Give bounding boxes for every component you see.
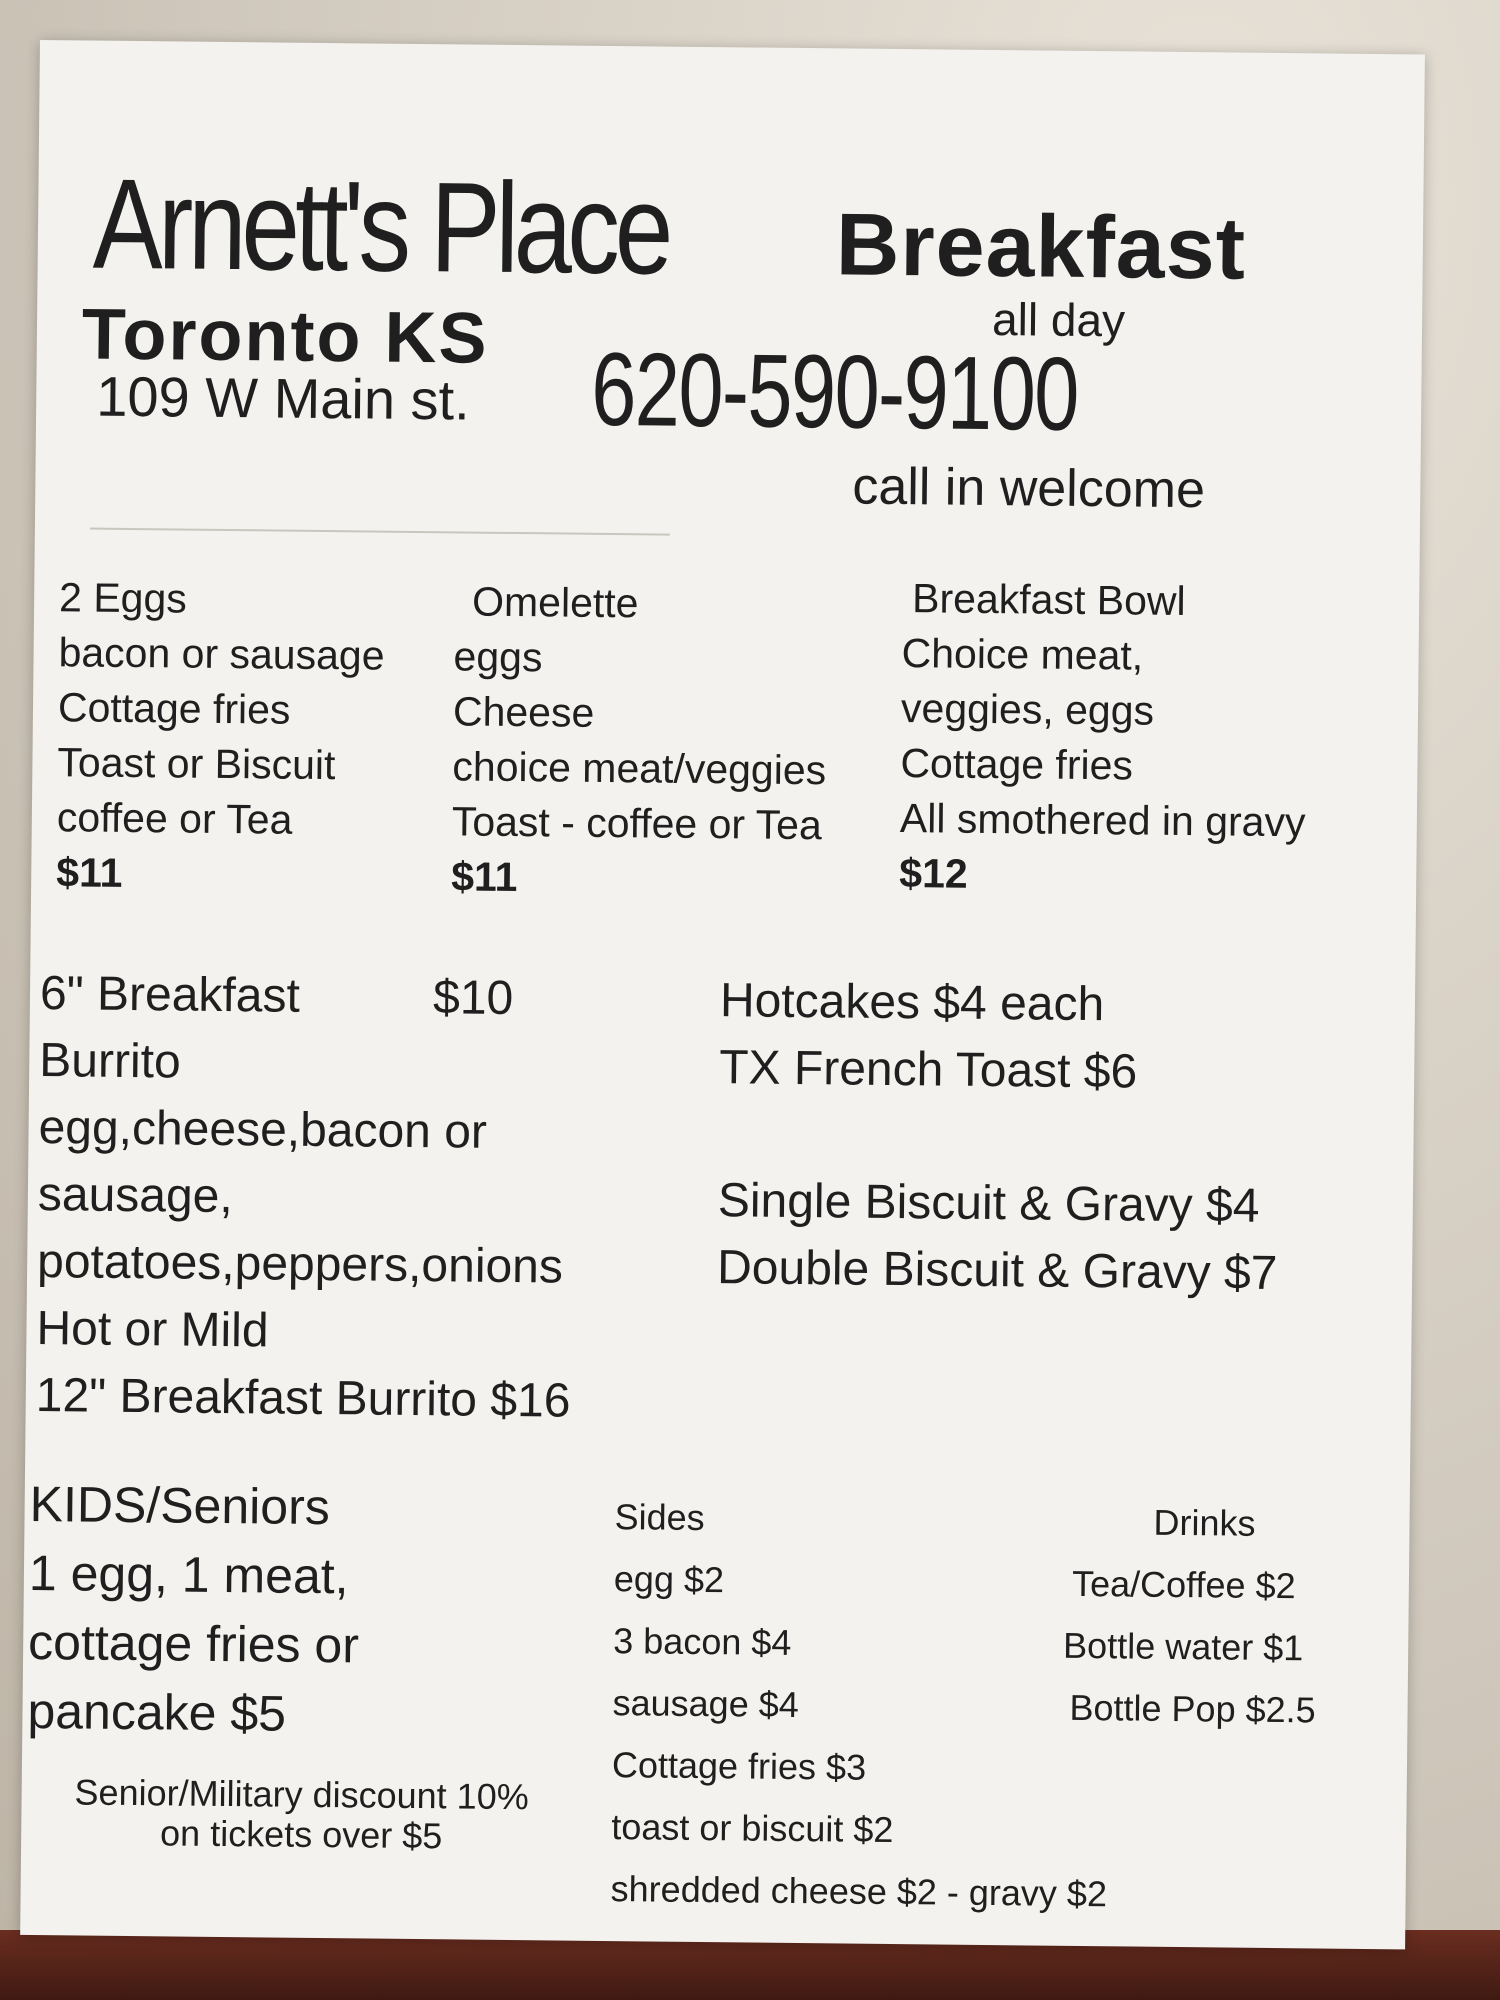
burrito-title: 6" Breakfast [39,967,301,1023]
menu-line: Toast - coffee or Tea [451,798,823,849]
menu-line: 2 Eggs [58,574,188,622]
menu-line: eggs [453,633,543,681]
discount-line: Senior/Military discount 10% [74,1771,529,1818]
discount-note [41,1772,562,1857]
menu-line: Choice meat, [901,630,1144,679]
all-day-note: all day [991,292,1126,347]
call-in-note: call in welcome [852,457,1206,520]
menu-line: Toast or Biscuit [57,739,336,789]
menu-line: Tea/Coffee $2 [1071,1562,1296,1607]
menu-line: egg,cheese,bacon or [38,1101,488,1159]
discount-line: on tickets over $5 [159,1812,443,1857]
menu-line: sausage $4 [612,1682,799,1726]
combo-omelette [451,574,828,908]
menu-line: Burrito [39,1034,181,1089]
menu-line: Cottage fries [900,740,1134,789]
menu-line: 1 egg, 1 meat, [28,1544,349,1605]
menu-line: Cottage fries [57,684,291,733]
menu-line: Cottage fries $3 [611,1744,867,1788]
breakfast-heading: Breakfast [835,194,1247,298]
section-title: Sides [614,1496,705,1539]
menu-line: Hotcakes $4 each [719,974,1105,1032]
menu-line: Bottle water $1 [1062,1624,1304,1669]
menu-line: Cheese [452,688,595,736]
menu-sheet [20,40,1425,1949]
combo-price: $11 [451,853,518,901]
menu-line: Omelette [471,578,639,627]
section-title: KIDS/Seniors [29,1475,331,1536]
divider [90,528,670,536]
menu-line: bacon or sausage [58,629,385,679]
menu-line: choice meat/veggies [452,743,827,794]
menu-line: veggies, eggs [900,685,1155,734]
menu-line: toast or biscuit $2 [611,1806,894,1851]
menu-line: pancake $5 [27,1682,287,1742]
menu-line: TX French Toast $6 [718,1041,1138,1099]
combo-price: $11 [56,849,123,896]
menu-line: Breakfast Bowl [911,575,1186,625]
griddle-section [719,967,1138,1105]
menu-line: shredded cheese $2 - gravy $2 [610,1868,1108,1915]
combo-eggs [56,570,385,903]
menu-line: Hot or Mild [36,1302,269,1358]
burrito-section [35,960,575,1435]
combo-breakfast-bowl [899,571,1308,905]
menu-line: coffee or Tea [56,794,293,843]
burrito-title-row [40,960,575,1033]
drinks-section [1022,1490,1345,1741]
menu-line: Bottle Pop $2.5 [1069,1686,1316,1731]
restaurant-name: Arnett's Place [92,152,670,302]
biscuit-section [717,1167,1279,1307]
menu-line: potatoes,peppers,onions [36,1235,564,1294]
menu-line: egg $2 [613,1558,725,1601]
combo-price: $12 [899,850,968,897]
menu-line: cottage fries or [27,1613,360,1674]
address-label: 109 W Main st. [95,364,471,432]
menu-line: All smothered in gravy [899,795,1306,846]
section-title: Drinks [1153,1501,1256,1544]
menu-line: 12" Breakfast Burrito $16 [35,1369,571,1428]
menu-line: 3 bacon $4 [613,1620,792,1663]
menu-line: Double Biscuit & Gravy $7 [716,1241,1278,1301]
kids-seniors-section [27,1470,361,1749]
city-label: Toronto KS [81,294,489,379]
phone-number: 620-590-9100 [590,331,1079,453]
menu-line: Single Biscuit & Gravy $4 [717,1174,1260,1233]
burrito-price: $10 [432,971,514,1026]
menu-line: sausage, [37,1168,233,1224]
